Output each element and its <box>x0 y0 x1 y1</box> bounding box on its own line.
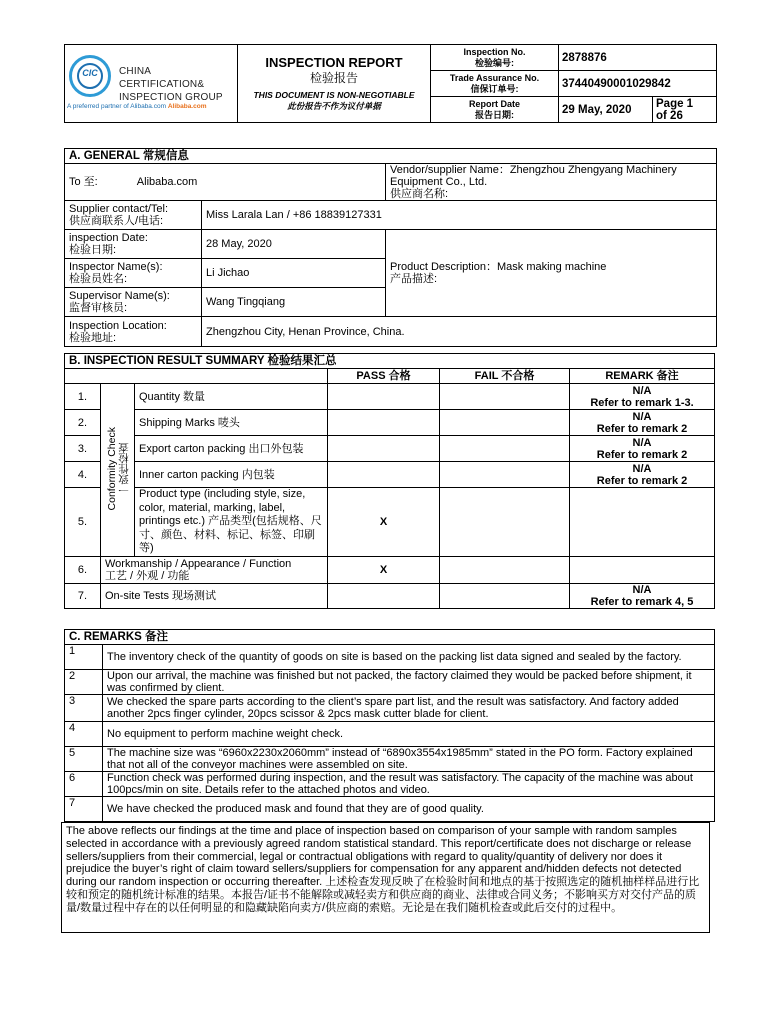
inspector-name: Li Jichao <box>202 259 386 288</box>
table-row: 3. Export carton packing 出口外包装 N/A Refer to remark 2 <box>65 436 715 462</box>
vendor-name: Vendor/supplier Name：Zhengzhou Zhengyang Machinery Equipment Co., Ltd. <box>390 164 677 188</box>
vendor-name-cn: 供应商名称: <box>390 188 449 200</box>
vendor-cell <box>386 164 717 201</box>
page-number: Page 1 of 26 <box>653 97 717 123</box>
to-cell <box>65 164 386 201</box>
to-value: Alibaba.com <box>136 176 198 188</box>
supervisor-name: Wang Tingqiang <box>202 288 386 317</box>
inspection-date-label: inspection Date: 检验日期: <box>65 230 202 259</box>
list-item: 7 We have checked the produced mask and found that they are of good quality. <box>65 797 715 822</box>
to-label: To 至: <box>69 176 98 188</box>
table-row: 1. Conformity Check 一致性检查 Quantity 数量 N/A Refer to remark 1-3. <box>65 384 715 410</box>
product-description-cn: 产品描述: <box>390 273 438 285</box>
trade-assurance-label: Trade Assurance No. 信保订单号: <box>431 71 559 97</box>
col-remark: REMARK 备注 <box>570 369 715 384</box>
product-description: Product Description：Mask making machine <box>390 261 607 273</box>
supplier-contact: Miss Larala Lan / +86 18839127331 <box>202 201 717 230</box>
table-row: 2. Shipping Marks 唛头 N/A Refer to remark 2 <box>65 410 715 436</box>
supplier-contact-label: Supplier contact/Tel: 供应商联系人/电话: <box>65 201 202 230</box>
section-title-summary: B. INSPECTION RESULT SUMMARY 检验结果汇总 <box>65 354 715 369</box>
inspection-no: 2878876 <box>559 45 717 71</box>
partner-line: A preferred partner of Alibaba.com Alibaba.com <box>67 103 207 110</box>
inspector-label: Inspector Name(s): 检验员姓名: <box>65 259 202 288</box>
list-item: 4 No equipment to perform machine weight check. <box>65 722 715 747</box>
report-title-cn: 检验报告 <box>309 71 358 85</box>
general-section <box>64 148 717 347</box>
list-item: 5 The machine size was “6960x2230x2060mm” instead of “6890x3554x1985mm” stated in the PO form. Factory explained that not all of the conveyor machines were assembled on site. <box>65 747 715 772</box>
supervisor-label: Supervisor Name(s): 监督审核员: <box>65 288 202 317</box>
list-item: 6 Function check was performed during inspection, and the result was satisfactory. The capacity of the machine was about 100pcs/min on site. Details refer to the attached photos and video. <box>65 772 715 797</box>
inspection-date: 28 May, 2020 <box>202 230 386 259</box>
alibaba-logo-icon: Alibaba.com <box>167 103 207 110</box>
report-header <box>64 44 717 123</box>
inspection-no-label: Inspection No. 检验编号: <box>431 45 559 71</box>
disclaimer: The above reflects our findings at the time and place of inspection based on comparison of your sample with random samples selected in accordance with a previously agreed random statistical standard. This report/certificate does not discharge or release sellers/suppliers from their commercial, legal or contractual obligations with regard to quality/quantity of delivery nor does it prejudice the buyer’s right of claim toward sellers/suppliers for compensation for any apparent and/hidden defects not detected during our random inspection or occurring thereafter. 上述检查发现反映了在检验时间和地点的基于按照选定的随机抽样样品进行比较和预定的随机统计标准的结果。本报告/证书不能解除或减轻卖方和供应商的商业、法律或合同义务；不影响买方对交付产品的质量/数量过程中存在的以任何明显的和隐藏缺陷向卖方/供应商的索赔。无论是在我们随机检查或此后交付的过程中。 <box>61 822 710 933</box>
cic-logo-icon: CIC <box>69 55 111 97</box>
table-row: 7. On-site Tests 现场测试 N/A Refer to remark 4, 5 <box>65 583 715 608</box>
section-title-remarks: C. REMARKS 备注 <box>65 630 715 645</box>
inspection-location: Zhengzhou City, Henan Province, China. <box>202 317 717 347</box>
report-title: INSPECTION REPORT <box>265 55 403 70</box>
report-title-cell <box>238 45 431 123</box>
col-pass: PASS 合格 <box>328 369 440 384</box>
company-logo-cell <box>65 45 238 123</box>
non-negotiable-note-cn: 此份报告不作为议付单据 <box>287 101 381 111</box>
col-fail: FAIL 不合格 <box>440 369 570 384</box>
non-negotiable-note: THIS DOCUMENT IS NON-NEGOTIABLE <box>253 90 415 100</box>
trade-assurance-no: 37440490001029842 <box>559 71 717 97</box>
table-row: 6. Workmanship / Appearance / Function 工艺 / 外观 / 功能 X <box>65 556 715 583</box>
report-date: 29 May, 2020 <box>559 97 653 123</box>
section-title-general: A. GENERAL 常规信息 <box>65 149 717 164</box>
list-item: 2 Upon our arrival, the machine was finished but not packed, the factory claimed they would be packed before shipment, it was confirmed by client. <box>65 670 715 695</box>
report-date-label: Report Date 报告日期: <box>431 97 559 123</box>
remarks-section <box>64 629 715 822</box>
location-label: Inspection Location: 检验地址: <box>65 317 202 347</box>
conformity-check-group: Conformity Check 一致性检查 <box>101 384 135 557</box>
list-item: 3 We checked the spare parts according to the client’s spare part list, and the result was satisfactory. And factory added another 2pcs finger cylinder, 20pcs scissor & 2pcs mask cutter blade for client. <box>65 695 715 722</box>
table-row: 4. Inner carton packing 内包装 N/A Refer to remark 2 <box>65 462 715 488</box>
product-description-cell <box>386 230 717 317</box>
company-name: CHINA CERTIFICATION& INSPECTION GROUP <box>119 66 223 103</box>
table-row: 5. Product type (including style, size, color, material, marking, label, printings etc.) 产品类型(包括规格、尺寸、颜色、材料、标记、标签、印刷等) X <box>65 488 715 557</box>
inspection-summary-section <box>64 353 715 609</box>
list-item: 1 The inventory check of the quantity of goods on site is based on the packing list data signed and sealed by the factory. <box>65 645 715 670</box>
